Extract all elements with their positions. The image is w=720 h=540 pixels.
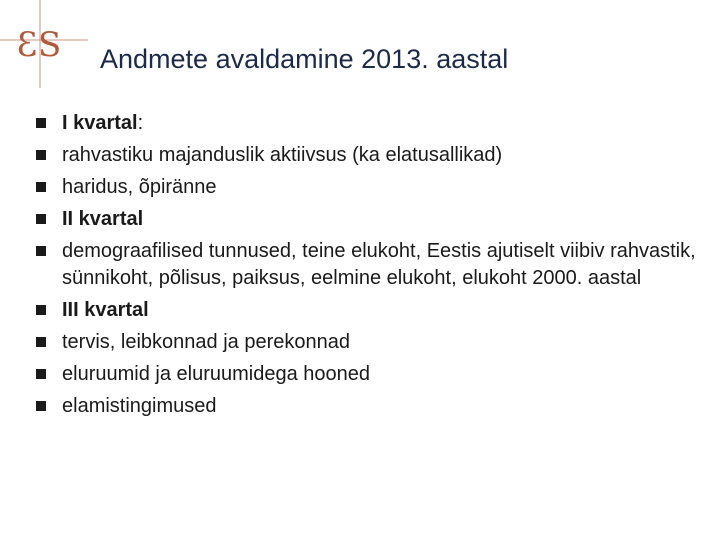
list-item: III kvartal [36, 297, 696, 324]
list-item: haridus, õpiränne [36, 174, 696, 201]
bullet-square-icon [36, 305, 46, 315]
svg-text:3: 3 [16, 25, 38, 65]
bullet-square-icon [36, 182, 46, 192]
svg-text:S: S [38, 25, 62, 65]
bullet-list [36, 110, 696, 425]
list-item: eluruumid ja eluruumidega hooned [36, 361, 696, 388]
bullet-square-icon [36, 246, 46, 256]
list-item: rahvastiku majanduslik aktiivsus (ka elatusallikad) [36, 142, 696, 169]
list-item: demograafilised tunnused, teine elukoht, Eestis ajutiselt viibiv rahvastik, sünnikoht, põlisus, paiksus, eelmine elukoht, elukoht 2000. aastal [36, 238, 696, 292]
list-item: elamistingimused [36, 393, 696, 420]
bullet-square-icon [36, 150, 46, 160]
slide-title: Andmete avaldamine 2013. aastal [100, 44, 509, 74]
list-item: II kvartal [36, 206, 696, 233]
list-item: tervis, leibkonnad ja perekonnad [36, 329, 696, 356]
bullet-square-icon [36, 401, 46, 411]
bullet-square-icon [36, 214, 46, 224]
bullet-square-icon [36, 337, 46, 347]
list-item: I kvartal: [36, 110, 696, 137]
es-logo-icon [0, 0, 90, 90]
bullet-square-icon [36, 118, 46, 128]
bullet-square-icon [36, 369, 46, 379]
